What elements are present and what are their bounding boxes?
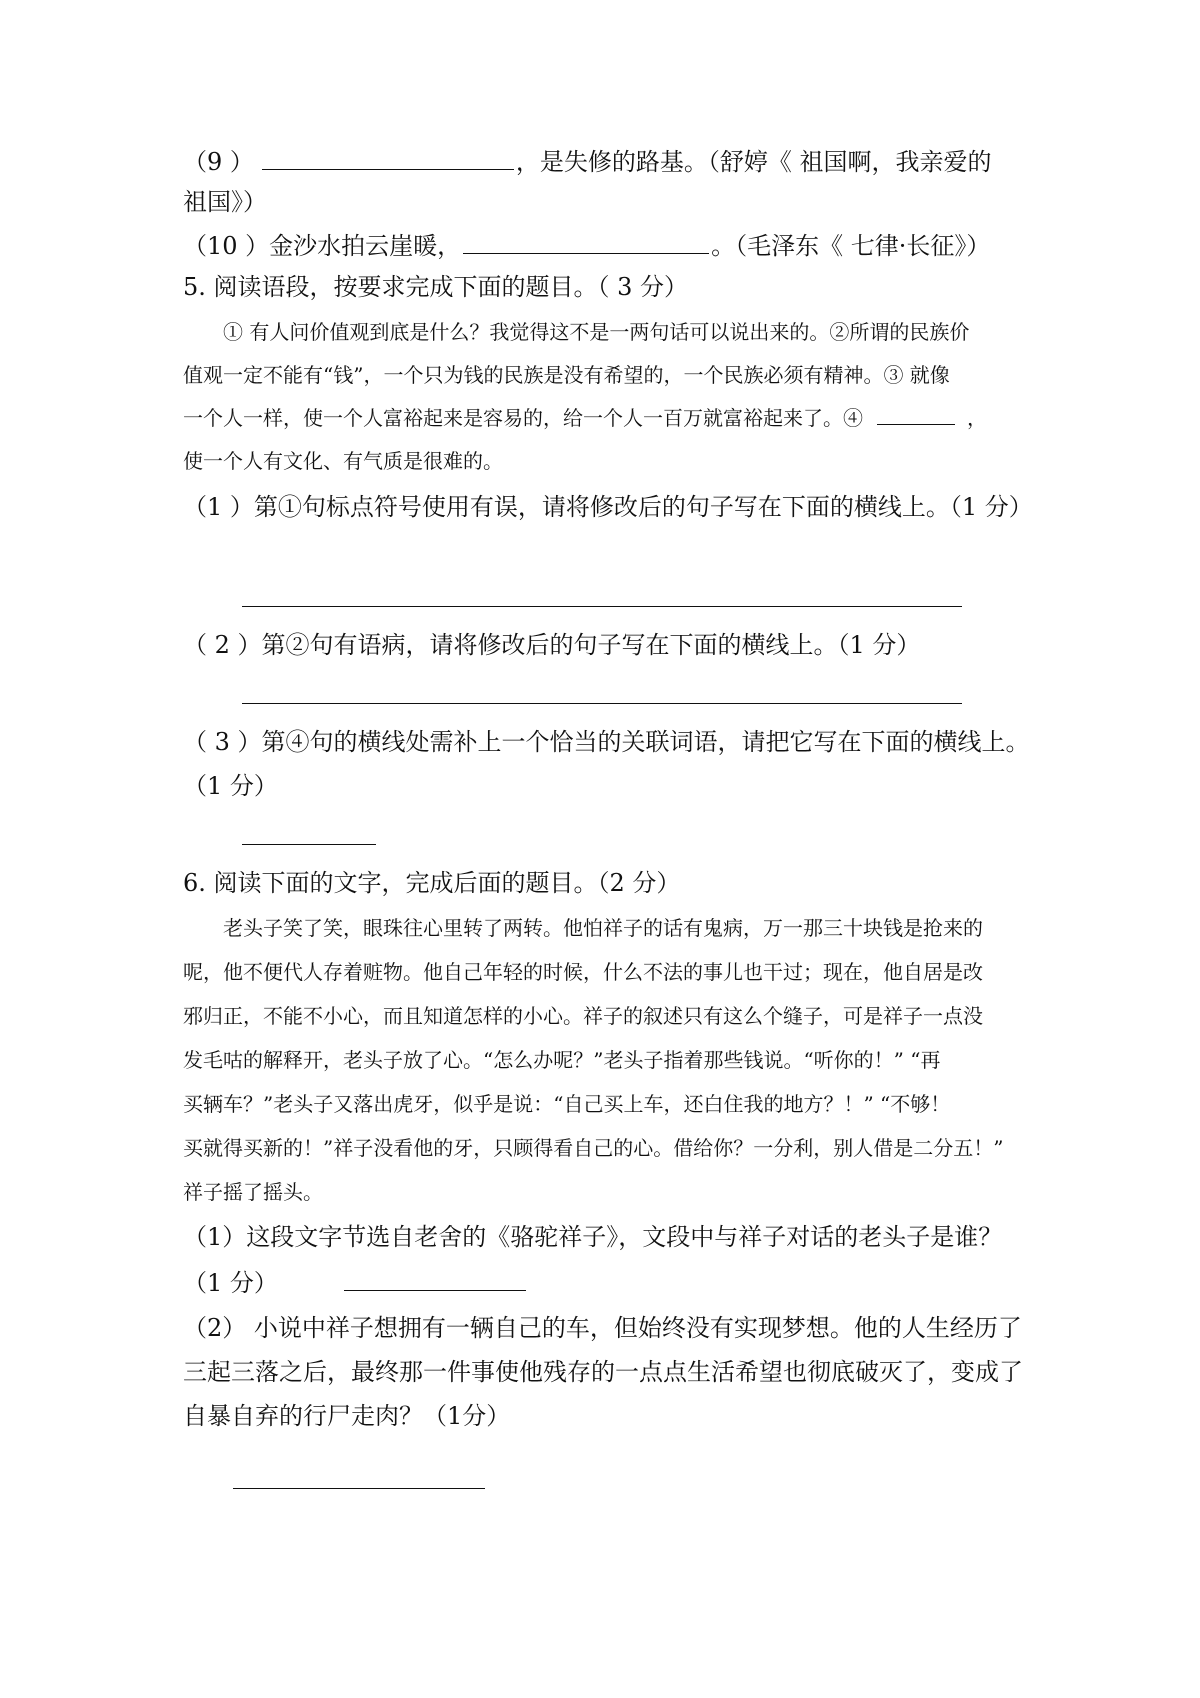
q5-sub1: （1 ）第①句标点符号使用有误，请将修改后的句子写在下面的横线上。（1 分） [183, 493, 1033, 521]
q4-item10-number: （10 ） [183, 232, 270, 260]
q6-passage-line-3: 邪归正，不能不小心，而且知道怎样的小心。祥子的叙述只有这么个缝子，可是祥子一点没 [183, 1004, 983, 1028]
q5-passage-line-1: ① 有人问价值观到底是什么？我觉得这不是一两句话可以说出来的。②所谓的民族价 [223, 320, 970, 344]
q6-passage-line-6: 买就得买新的！”祥子没看他的牙，只顾得看自己的心。借给你？一分利，别人借是二分五！” [183, 1136, 1004, 1160]
q6-passage-line-7: 祥子摇了摇头。 [183, 1180, 323, 1204]
q6-sub2-line-2: 三起三落之后，最终那一件事使他残存的一点点生活希望也彻底破灭了，变成了 [183, 1358, 1023, 1386]
q6-sub1: （1）这段文字节选自老舍的《骆驼祥子》，文段中与祥子对话的老头子是谁？ [183, 1223, 1003, 1251]
q4-item9-text: ，是失修的路基。（舒婷《 祖国啊，我亲爱的 [515, 148, 992, 176]
q5-passage-line-2: 值观一定不能有“钱”，一个只为钱的民族是没有希望的，一个民族必须有精神。③ 就像 [183, 363, 950, 387]
q6-title: 6. 阅读下面的文字，完成后面的题目。（2 分） [183, 869, 681, 897]
q6-sub2-answer-line[interactable] [233, 1488, 485, 1489]
q5-sub3: （ 3 ）第④句的横线处需补上一个恰当的关联词语，请把它写在下面的横线上。 [183, 728, 1030, 756]
q5-passage-blank[interactable] [877, 404, 955, 425]
q4-item9-answer-blank[interactable] [262, 145, 514, 170]
q5-sub2-answer-line[interactable] [242, 703, 962, 704]
q5-sub1-answer-line[interactable] [242, 606, 962, 607]
q6-passage-line-1: 老头子笑了笑，眼珠往心里转了两转。他怕祥子的话有鬼病，万一那三十块钱是抢来的 [223, 916, 983, 940]
q6-passage-line-5: 买辆车？”老头子又落出虎牙，似乎是说：“自己买上车，还白住我的地方？！” “不够！ [183, 1092, 951, 1116]
q5-passage-line-3 [183, 404, 1023, 432]
q4-item9-line [183, 145, 1023, 177]
q6-sub2-line-1: （2） 小说中祥子想拥有一辆自己的车，但始终没有实现梦想。他的人生经历了 [183, 1314, 1022, 1342]
q6-passage-line-2: 呢，他不便代人存着赃物。他自己年轻的时候，什么不法的事儿也干过；现在，他自居是改 [183, 960, 983, 984]
q5-sub2: （ 2 ）第②句有语病，请将修改后的句子写在下面的横线上。（1 分） [183, 631, 921, 659]
q6-passage-line-4: 发毛咕的解释开，老头子放了心。“怎么办呢？”老头子指着那些钱说。“听你的！” “再 [183, 1048, 941, 1072]
q4-item10-line [183, 229, 1023, 261]
q6-sub1-answer-blank[interactable] [344, 1266, 526, 1291]
q6-sub1-score-line [183, 1266, 1023, 1298]
q5-passage-line-4: 使一个人有文化、有气质是很难的。 [183, 449, 503, 473]
q4-item9-continuation: 祖国》） [183, 188, 267, 216]
q5-title: 5. 阅读语段，按要求完成下面的题目。（ 3 分） [183, 273, 689, 301]
q6-sub1-score: （1 分） [183, 1269, 278, 1297]
q5-passage-comma: ， [967, 406, 987, 430]
q5-sub3-score: （1 分） [183, 772, 278, 800]
q4-item10-text: 金沙水拍云崖暖， [269, 232, 462, 260]
q4-item10-source: 。（毛泽东《 七律·长征》） [711, 232, 991, 260]
q5-sub3-answer-line[interactable] [242, 844, 376, 845]
q5-passage-line-3-text: 一个人一样，使一个人富裕起来是容易的，给一个人一百万就富裕起来了。④ [183, 406, 863, 430]
q6-sub2-line-3: 自暴自弃的行尸走肉？（1分） [183, 1402, 511, 1430]
q4-item10-answer-blank[interactable] [463, 229, 709, 254]
q4-item9-number: （9 ） [183, 148, 254, 176]
